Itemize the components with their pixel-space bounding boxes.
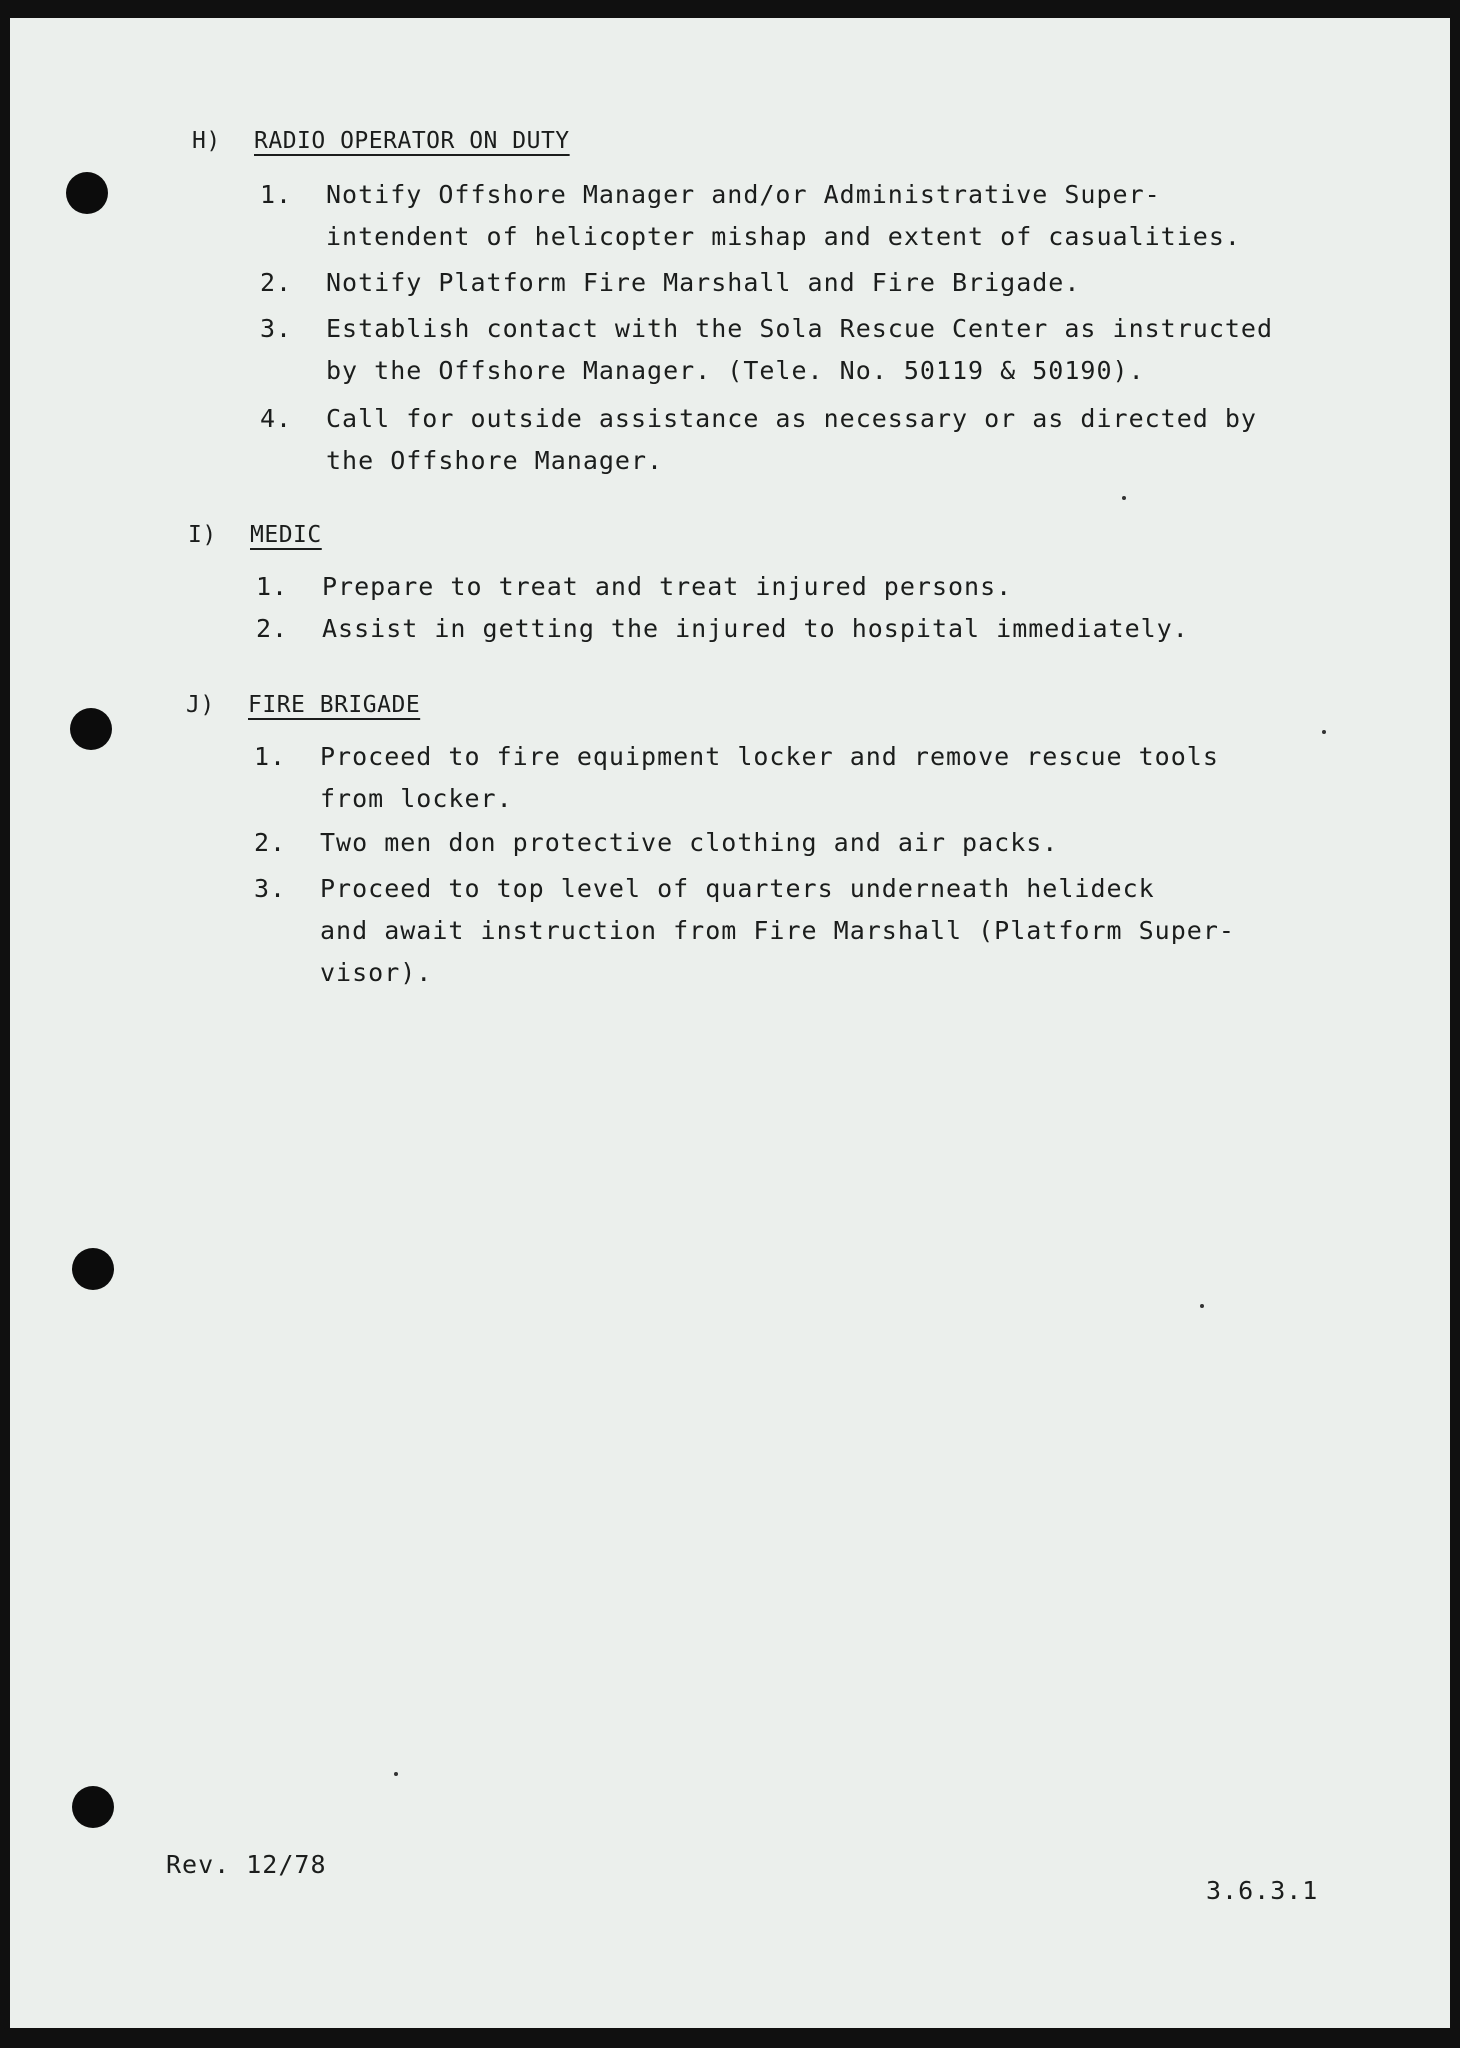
item-number: 1. [254, 742, 287, 771]
item-line: the Offshore Manager. [326, 446, 664, 475]
item-line: by the Offshore Manager. (Tele. No. 50119 & 50190). [326, 356, 1145, 385]
item-line: Call for outside assistance as necessary or as directed by [326, 404, 1257, 433]
item-line: Notify Offshore Manager and/or Administrative Super- [326, 180, 1161, 209]
item-line: Establish contact with the Sola Rescue Center as instructed [326, 314, 1274, 343]
section-letter: J) [186, 692, 215, 718]
section-title: RADIO OPERATOR ON DUTY [254, 128, 570, 154]
revision-label: Rev. 12/78 [166, 1850, 327, 1879]
item-number: 2. [260, 268, 293, 297]
item-line: Assist in getting the injured to hospital immediately. [322, 614, 1189, 643]
section-letter: I) [188, 522, 217, 548]
item-line: Prepare to treat and treat injured persons. [322, 572, 1013, 601]
punch-hole [72, 1248, 114, 1290]
punch-hole [70, 708, 112, 750]
speck [1322, 730, 1326, 734]
item-line: and await instruction from Fire Marshall (Platform Super- [320, 916, 1235, 945]
section-heading [192, 128, 570, 154]
item-number: 4. [260, 404, 293, 433]
item-number: 3. [260, 314, 293, 343]
item-line: from locker. [320, 784, 513, 813]
speck [1200, 1304, 1204, 1308]
item-number: 1. [260, 180, 293, 209]
item-line: Two men don protective clothing and air packs. [320, 828, 1059, 857]
section-heading [188, 522, 322, 548]
item-number: 3. [254, 874, 287, 903]
item-line: intendent of helicopter mishap and extent of casualities. [326, 222, 1241, 251]
speck [1122, 496, 1126, 500]
section-title: FIRE BRIGADE [248, 692, 421, 718]
item-number: 2. [254, 828, 287, 857]
page-number: 3.6.3.1 [1206, 1876, 1319, 1905]
section-heading [186, 692, 420, 718]
speck [394, 1772, 398, 1776]
item-number: 2. [256, 614, 289, 643]
punch-hole [66, 172, 108, 214]
punch-hole [72, 1786, 114, 1828]
section-letter: H) [192, 128, 221, 154]
item-line: Notify Platform Fire Marshall and Fire Brigade. [326, 268, 1081, 297]
item-number: 1. [256, 572, 289, 601]
item-line: Proceed to top level of quarters underneath helideck [320, 874, 1155, 903]
document-page [10, 18, 1450, 2028]
item-line: Proceed to fire equipment locker and remove rescue tools [320, 742, 1219, 771]
section-title: MEDIC [250, 522, 322, 548]
item-line: visor). [320, 958, 433, 987]
